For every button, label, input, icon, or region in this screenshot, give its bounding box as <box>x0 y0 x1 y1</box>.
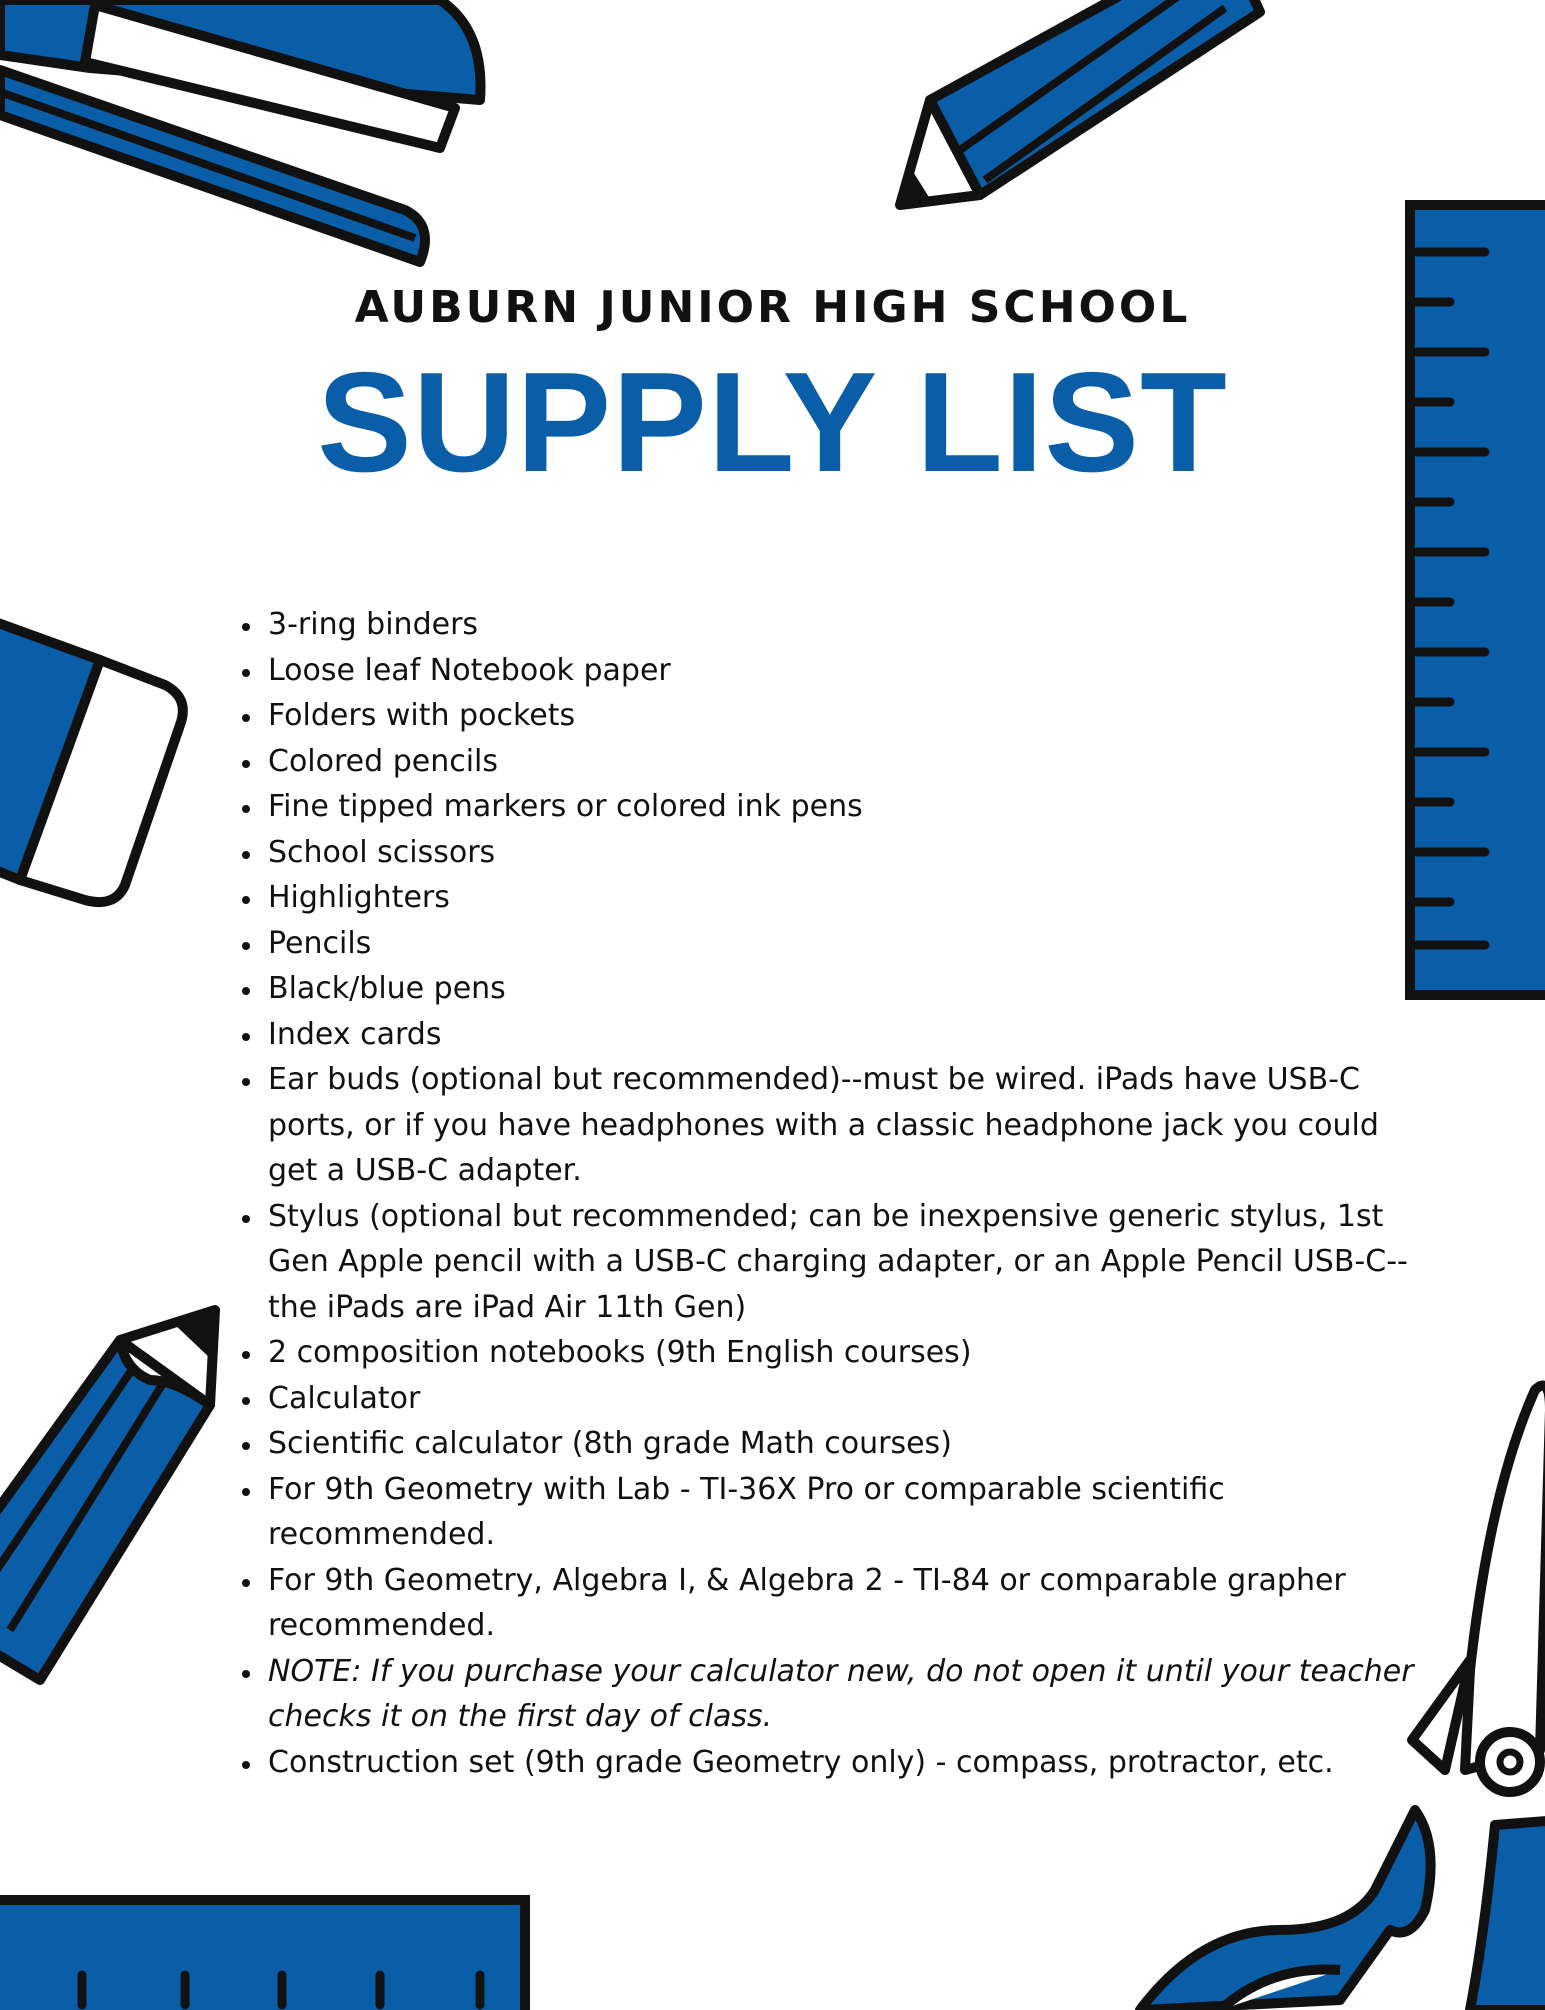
list-item: • Folders with pockets <box>264 693 1434 739</box>
page-title: SUPPLY LIST <box>317 343 1228 502</box>
list-item: • Colored pencils <box>264 739 1434 785</box>
list-item: • Pencils <box>264 921 1434 967</box>
list-item: • NOTE: If you purchase your calculator new, do not open it until your teacher checks it on the first day of class. <box>264 1649 1434 1740</box>
supply-list <box>228 602 1434 1785</box>
list-item: • Black/blue pens <box>264 966 1434 1012</box>
list-item: • Stylus (optional but recommended; can be inexpensive generic stylus, 1st Gen Apple pencil with a USB-C charging adapter, or an Apple Pencil USB-C--the iPads are iPad Air 11th Gen) <box>264 1194 1434 1331</box>
list-item: • Highlighters <box>264 875 1434 921</box>
list-item: • School scissors <box>264 830 1434 876</box>
school-name: AUBURN JUNIOR HIGH SCHOOL <box>354 282 1191 333</box>
list-item: • Fine tipped markers or colored ink pens <box>264 784 1434 830</box>
list-item: • 2 composition notebooks (9th English courses) <box>264 1330 1434 1376</box>
list-item: • 3-ring binders <box>264 602 1434 648</box>
eraser-icon <box>0 610 200 910</box>
list-item: • Scientific calculator (8th grade Math courses) <box>264 1421 1434 1467</box>
list-item: • Index cards <box>264 1012 1434 1058</box>
list-item: • For 9th Geometry with Lab - TI-36X Pro or comparable scientific recommended. <box>264 1467 1434 1558</box>
list-item: • Loose leaf Notebook paper <box>264 648 1434 694</box>
list-item: • For 9th Geometry, Algebra I, & Algebra 2 - TI-84 or comparable grapher recommended. <box>264 1558 1434 1649</box>
list-item: • Construction set (9th grade Geometry only) - compass, protractor, etc. <box>264 1740 1434 1786</box>
stapler-icon <box>0 0 490 280</box>
pencil-icon <box>850 0 1270 220</box>
list-item: • Ear buds (optional but recommended)--must be wired. iPads have USB-C ports, or if you have headphones with a classic headphone jack you could get a USB-C adapter. <box>264 1057 1434 1194</box>
ruler-icon <box>0 1895 535 2005</box>
list-item: • Calculator <box>264 1376 1434 1422</box>
pencil-icon <box>0 1280 240 1700</box>
